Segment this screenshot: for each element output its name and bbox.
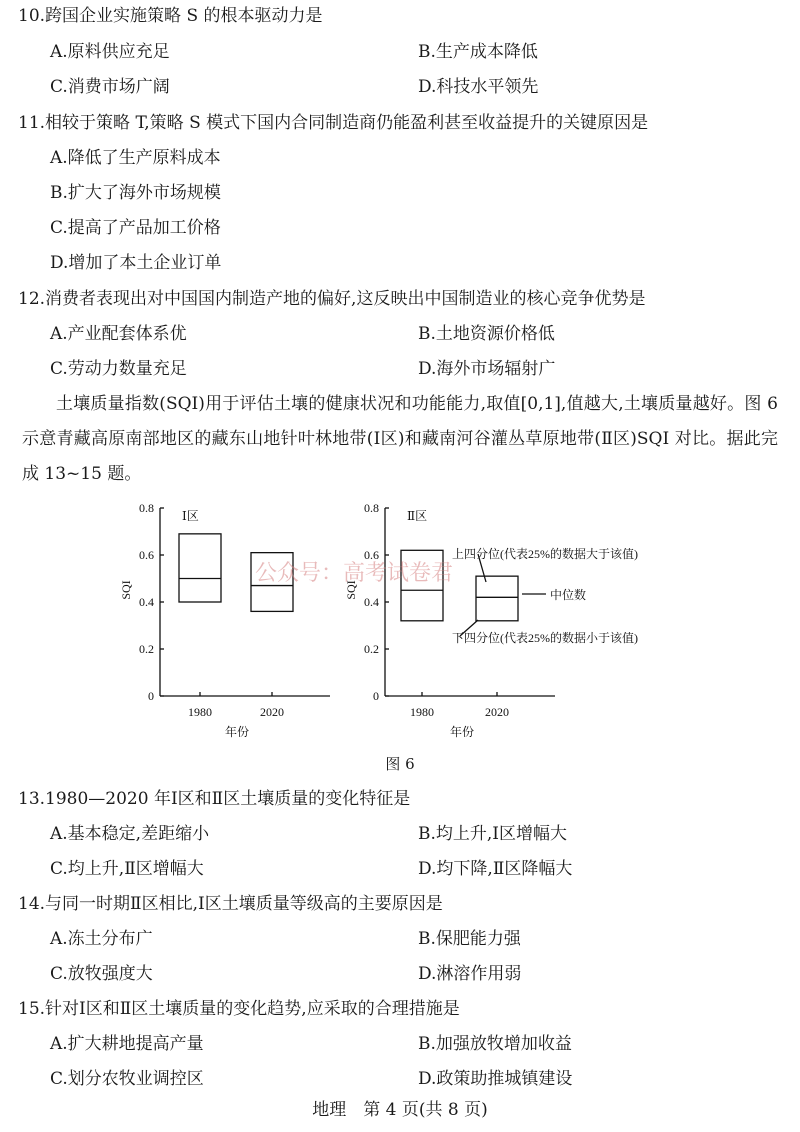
question-13-option-b: B.均上升,Ⅰ区增幅大	[418, 824, 568, 844]
question-14-option-b: B.保肥能力强	[418, 929, 521, 949]
lower-quartile-annotation: 下四分位(代表25%的数据小于该值)	[452, 631, 638, 645]
question-10-option-d: D.科技水平领先	[418, 77, 539, 97]
box-1980	[179, 534, 221, 602]
question-12-stem: 12.消费者表现出对中国国内制造产地的偏好,这反映出中国制造业的核心竞争优势是	[18, 289, 646, 309]
figure-6	[0, 490, 800, 750]
question-12-option-b: B.土地资源价格低	[418, 324, 555, 344]
question-15-stem: 15.针对Ⅰ区和Ⅱ区土壤质量的变化趋势,应采取的合理措施是	[18, 999, 460, 1019]
panel-region-1	[119, 501, 330, 739]
page-footer: 地理 第 4 页(共 8 页)	[312, 1100, 488, 1120]
question-12-option-d: D.海外市场辐射广	[418, 359, 556, 379]
y-tick-label: 0.2	[364, 642, 379, 656]
question-10-stem: 10.跨国企业实施策略 S 的根本驱动力是	[18, 6, 323, 26]
y-axis-label: SQI	[119, 580, 133, 600]
question-15-option-c: C.划分农牧业调控区	[50, 1069, 204, 1089]
y-axis-label: SQI	[344, 580, 358, 600]
question-14-stem: 14.与同一时期Ⅱ区相比,Ⅰ区土壤质量等级高的主要原因是	[18, 894, 443, 914]
upper-quartile-annotation: 上四分位(代表25%的数据大于该值)	[452, 547, 638, 561]
question-10-option-a: A.原料供应充足	[50, 42, 170, 62]
question-11-option-a: A.降低了生产原料成本	[50, 148, 221, 168]
question-11-option-c: C.提高了产品加工价格	[50, 218, 221, 238]
question-11-stem: 11.相较于策略 T,策略 S 模式下国内合同制造商仍能盈利甚至收益提升的关键原因是	[18, 113, 649, 133]
question-13-option-d: D.均下降,Ⅱ区降幅大	[418, 859, 573, 879]
figure-caption: 图 6	[385, 755, 415, 773]
y-tick-label: 0.6	[139, 548, 154, 562]
annotation-leaders	[460, 554, 546, 636]
watermark: 公众号：高考试卷君	[255, 561, 454, 586]
question-10-option-b: B.生产成本降低	[418, 42, 538, 62]
y-tick-label: 0.2	[139, 642, 154, 656]
y-tick-label: 0.6	[364, 548, 379, 562]
y-tick-label: 0	[148, 689, 154, 703]
question-11-option-b: B.扩大了海外市场规模	[50, 183, 221, 203]
question-10-option-c: C.消费市场广阔	[50, 77, 170, 97]
x-tick-label: 2020	[485, 705, 509, 719]
panel-label: Ⅰ区	[182, 509, 199, 523]
intro-paragraph: 土壤质量指数(SQI)用于评估土壤的健康状况和功能能力,取值[0,1],值越大,土壤质量越好。图 6 示意青藏高原南部地区的藏东山地针叶林地带(Ⅰ区)和藏南河谷灌丛草原地带(Ⅱ区)SQI 对比。据此完成 13~15 题。	[22, 394, 778, 484]
question-14-option-c: C.放牧强度大	[50, 964, 153, 984]
y-tick-label: 0.8	[364, 501, 379, 515]
panel-label: Ⅱ区	[407, 509, 428, 523]
median-annotation: 中位数	[550, 588, 587, 602]
y-tick-label: 0.4	[139, 595, 154, 609]
question-12-option-a: A.产业配套体系优	[50, 324, 187, 344]
x-tick-label: 1980	[188, 705, 212, 719]
panel-region-2	[344, 501, 555, 739]
question-12-option-c: C.劳动力数量充足	[50, 359, 187, 379]
y-tick-label: 0.8	[139, 501, 154, 515]
box-2020	[476, 576, 518, 621]
y-tick-label: 0	[373, 689, 379, 703]
question-14-option-a: A.冻土分布广	[50, 929, 153, 949]
x-axis-label: 年份	[449, 725, 475, 739]
question-13-stem: 13.1980—2020 年Ⅰ区和Ⅱ区土壤质量的变化特征是	[18, 789, 411, 809]
x-tick-label: 1980	[410, 705, 434, 719]
x-axis-label: 年份	[224, 725, 250, 739]
question-15-option-d: D.政策助推城镇建设	[418, 1069, 573, 1089]
y-tick-label: 0.4	[364, 595, 379, 609]
question-14-option-d: D.淋溶作用弱	[418, 964, 522, 984]
x-tick-label: 2020	[260, 705, 284, 719]
question-13-option-c: C.均上升,Ⅱ区增幅大	[50, 859, 204, 879]
question-15-option-b: B.加强放牧增加收益	[418, 1034, 572, 1054]
question-13-option-a: A.基本稳定,差距缩小	[50, 824, 210, 844]
question-15-option-a: A.扩大耕地提高产量	[50, 1034, 204, 1054]
question-11-option-d: D.增加了本土企业订单	[50, 253, 222, 273]
